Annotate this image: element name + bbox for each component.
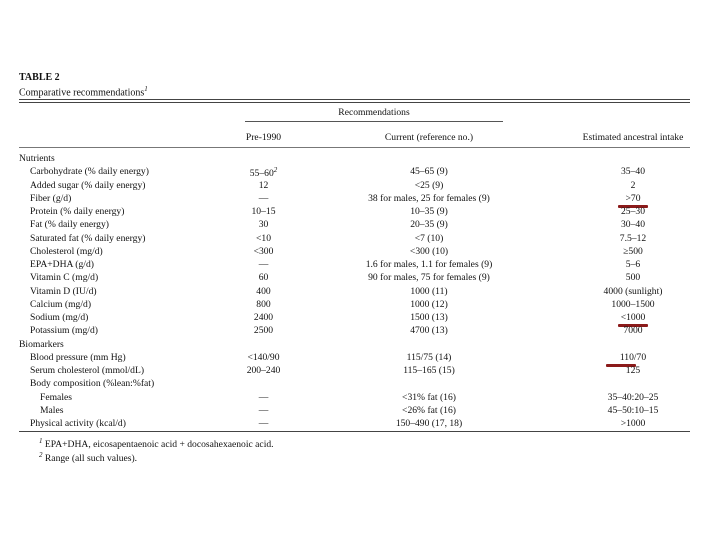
- table-row: [0, 352, 720, 365]
- cell-ancestral: 500: [625, 272, 641, 284]
- cell-pre1990: [236, 206, 291, 217]
- table-row: [0, 193, 720, 206]
- cell-pre1990: [236, 365, 291, 376]
- row-label: Females: [40, 391, 72, 403]
- cell-ancestral: 4000 (sunlight): [603, 285, 663, 297]
- cell-pre1990: [236, 233, 291, 244]
- row-label: Vitamin C (mg/d): [30, 272, 99, 284]
- cell-ancestral: 110/70: [619, 351, 647, 363]
- col-header-current: Current (reference no.): [384, 132, 474, 143]
- footnote-1-mark: 1: [39, 437, 43, 445]
- row-label: Body composition (%lean:%fat): [30, 378, 155, 390]
- table-row: [0, 219, 720, 232]
- table-caption-text: Comparative recommendations: [19, 87, 145, 99]
- row-label: Calcium (mg/d): [30, 298, 92, 310]
- cell-pre1990-value: 55–60: [249, 168, 274, 180]
- cell-pre1990-value: 200–240: [246, 365, 281, 376]
- row-label: Vitamin D (IU/d): [30, 285, 97, 297]
- row-label: Carbohydrate (% daily energy): [30, 166, 149, 178]
- cell-ancestral: 1000–1500: [611, 298, 655, 310]
- cell-pre1990: [236, 272, 291, 283]
- table-row: [0, 166, 720, 179]
- cell-pre1990-value: 800: [256, 298, 271, 310]
- cell-current: <300 (10): [409, 245, 449, 257]
- cell-pre1990: [236, 193, 291, 204]
- cell-pre1990: [236, 166, 291, 179]
- caption-footnote-mark: 1: [144, 85, 148, 93]
- row-label: Fiber (g/d): [30, 192, 72, 204]
- cell-pre1990-value: —: [258, 391, 269, 403]
- cell-current: 38 for males, 25 for females (9): [368, 192, 490, 204]
- footnote-2-mark: 2: [39, 451, 43, 459]
- cell-current: 4700 (13): [410, 325, 448, 337]
- cell-footnote-mark: 2: [273, 166, 278, 175]
- cell-current: 90 for males, 75 for females (9): [368, 272, 490, 284]
- top-rule-double: [19, 102, 690, 103]
- cell-ancestral: 5–6: [625, 259, 641, 270]
- table-row: [0, 299, 720, 312]
- footnote-2-text: Range (all such values).: [44, 453, 138, 465]
- top-rule: [19, 99, 690, 100]
- cell-pre1990-value: 60: [258, 272, 269, 284]
- table-row: [0, 405, 720, 418]
- cell-pre1990-value: <140/90: [247, 351, 280, 363]
- bottom-rule: [19, 431, 690, 432]
- cell-pre1990: [236, 180, 291, 191]
- cell-current: 115/75 (14): [406, 351, 452, 363]
- cell-ancestral: 35–40:20–25: [607, 391, 659, 403]
- row-label: Potassium (mg/d): [30, 325, 98, 337]
- cell-current: 20–35 (9): [410, 219, 448, 231]
- table-row: [0, 378, 720, 391]
- table-row: [0, 206, 720, 219]
- cell-pre1990-value: —: [258, 404, 269, 416]
- cell-pre1990: [236, 352, 291, 363]
- cell-current: 1000 (11): [410, 285, 448, 297]
- cell-ancestral: ≥500: [623, 245, 643, 257]
- cell-pre1990-value: —: [258, 418, 269, 429]
- row-label: Fat (% daily energy): [30, 219, 109, 231]
- cell-pre1990: [236, 259, 291, 270]
- cell-current: <31% fat (16): [402, 391, 456, 403]
- row-label: Added sugar (% daily energy): [30, 179, 146, 191]
- cell-ancestral: 7.5–12: [619, 232, 647, 244]
- footnote-1-text: EPA+DHA, eicosapentaenoic acid + docosahexaenoic acid.: [44, 439, 274, 451]
- table-row: [0, 153, 720, 166]
- cell-pre1990-value: 30: [258, 219, 269, 231]
- cell-ancestral: 35–40: [621, 166, 645, 178]
- cell-current: 45–65 (9): [410, 166, 448, 178]
- cell-pre1990: [236, 325, 291, 336]
- cell-pre1990: [236, 246, 291, 257]
- table-row: [0, 418, 720, 431]
- row-label: Protein (% daily energy): [30, 206, 125, 217]
- table-caption: [19, 85, 148, 98]
- cell-ancestral: 25–30: [621, 206, 645, 217]
- header-rule: [19, 147, 690, 148]
- cell-pre1990-value: —: [258, 192, 269, 204]
- group-header-rule: [245, 121, 503, 122]
- cell-pre1990-value: 10–15: [251, 206, 276, 217]
- cell-current: 115–165 (15): [403, 365, 455, 376]
- table-row: [0, 325, 720, 338]
- cell-ancestral: 30–40: [621, 219, 645, 231]
- cell-pre1990-value: —: [258, 259, 269, 270]
- row-label: Males: [40, 404, 64, 416]
- table-row: [0, 259, 720, 272]
- table-row: [0, 272, 720, 285]
- cell-current: <26% fat (16): [402, 404, 456, 416]
- cell-ancestral: 45–50:10–15: [607, 404, 659, 416]
- row-label: Saturated fat (% daily energy): [30, 232, 146, 244]
- row-label: Sodium (mg/d): [30, 312, 89, 323]
- cell-pre1990-value: 2400: [253, 312, 274, 323]
- table-row: [0, 312, 720, 325]
- footnote-2: [39, 451, 137, 464]
- cell-current: 1500 (13): [410, 312, 448, 323]
- group-header: Recommendations: [338, 107, 410, 118]
- section-heading: Nutrients: [19, 153, 55, 164]
- footnote-1: [39, 437, 274, 450]
- table-row: [0, 233, 720, 246]
- cell-pre1990: [236, 219, 291, 230]
- cell-pre1990-value: 400: [256, 285, 271, 297]
- table-row: [0, 365, 720, 378]
- table-row: [0, 339, 720, 352]
- cell-pre1990: [236, 312, 291, 323]
- cell-ancestral: 125: [625, 365, 641, 376]
- row-label: EPA+DHA (g/d): [30, 259, 94, 270]
- cell-current: <7 (10): [414, 232, 444, 244]
- cell-pre1990-value: <10: [255, 232, 271, 244]
- cell-current: 1.6 for males, 1.1 for females (9): [365, 259, 493, 270]
- table-label: TABLE 2: [19, 72, 60, 83]
- cell-ancestral: >70: [625, 192, 641, 204]
- cell-ancestral: 7000: [623, 325, 643, 337]
- cell-ancestral: 2: [630, 179, 636, 191]
- cell-ancestral: <1000: [620, 312, 646, 323]
- row-label: Blood pressure (mm Hg): [30, 351, 126, 363]
- cell-pre1990-value: 2500: [253, 325, 274, 337]
- cell-pre1990-value: 12: [258, 179, 269, 191]
- cell-pre1990: [236, 392, 291, 403]
- row-label: Cholesterol (mg/d): [30, 245, 103, 257]
- cell-current: <25 (9): [414, 179, 444, 191]
- col-header-ancestral: Estimated ancestral intake: [582, 132, 684, 143]
- cell-pre1990: [236, 286, 291, 297]
- table-row: [0, 392, 720, 405]
- col-header-pre1990: Pre-1990: [245, 132, 282, 143]
- table-row: [0, 180, 720, 193]
- row-label: Physical activity (kcal/d): [30, 418, 126, 429]
- cell-current: 10–35 (9): [410, 206, 448, 217]
- section-heading: Biomarkers: [19, 338, 64, 350]
- cell-pre1990: [236, 405, 291, 416]
- table-row: [0, 286, 720, 299]
- cell-pre1990: [236, 418, 291, 429]
- row-label: Serum cholesterol (mmol/dL): [30, 365, 145, 376]
- cell-current: 150–490 (17, 18): [395, 418, 463, 429]
- cell-ancestral: >1000: [620, 418, 646, 429]
- cell-pre1990: [236, 299, 291, 310]
- table-row: [0, 246, 720, 259]
- cell-current: 1000 (12): [410, 298, 448, 310]
- cell-pre1990-value: <300: [253, 245, 274, 257]
